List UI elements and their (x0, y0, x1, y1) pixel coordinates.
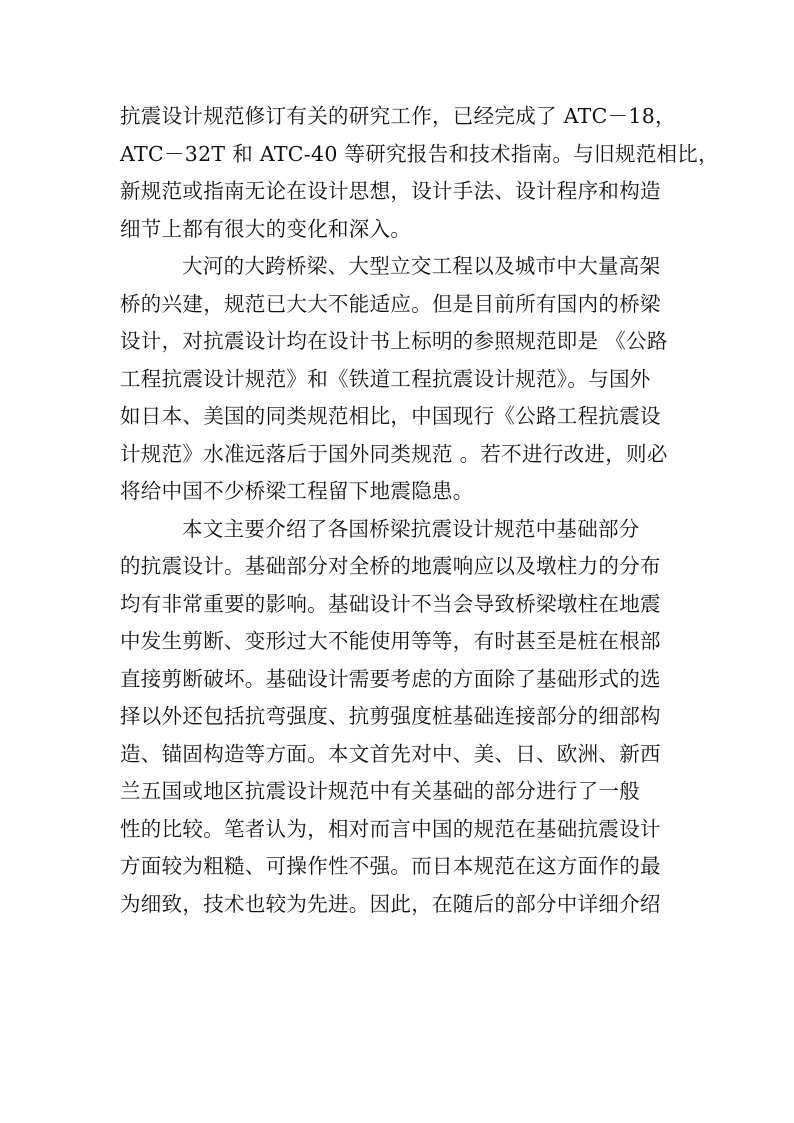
text-line: 新规范或指南无论在设计思想，设计手法、设计程序和构造 (120, 179, 661, 203)
paragraph-first-line: 大河的大跨桥梁、大型立交工程以及城市中大量高架 (182, 254, 661, 278)
text-line: 均有非常重要的影响。基础设计不当会导致桥梁墩柱在地震 (120, 591, 661, 616)
text-line: 抗震设计规范修订有关的研究工作，已经完成了 ATC－18， (120, 104, 676, 128)
text-line: 桥的兴建，规范已大大不能适应。但是目前所有国内的桥梁 (120, 291, 661, 316)
text-line: 中发生剪断、变形过大不能使用等等，有时甚至是桩在根部 (120, 629, 661, 653)
text-line: 工程抗震设计规范》和《铁道工程抗震设计规范》。与国外 (120, 366, 651, 391)
text-line: 直接剪断破坏。基础设计需要考虑的方面除了基础形式的选 (120, 666, 661, 691)
text-line: 将给中国不少桥梁工程留下地震隐患。 (120, 479, 474, 503)
text-line: 细节上都有很大的变化和深入。 (120, 216, 412, 241)
text-line: 的抗震设计。基础部分对全桥的地震响应以及墩柱力的分布 (120, 554, 661, 578)
text-line: ATC－32T 和 ATC-40 等研究报告和技术指南。与旧规范相比， (120, 141, 719, 166)
text-line: 造、锚固构造等方面。本文首先对中、美、日、欧洲、新西 (120, 741, 661, 766)
text-line: 计规范》水准远落后于国外同类规范 。若不进行改进，则必 (120, 441, 668, 466)
text-line: 择以外还包括抗弯强度、抗剪强度桩基础连接部分的细部构 (120, 704, 661, 728)
text-line: 设计，对抗震设计均在设计书上标明的参照规范即是 《公路 (120, 329, 668, 353)
text-line: 方面较为粗糙、可操作性不强。而日本规范在这方面作的最 (120, 854, 661, 878)
text-line: 如日本、美国的同类规范相比，中国现行《公路工程抗震设 (120, 404, 661, 428)
paragraph-first-line: 本文主要介绍了各国桥梁抗震设计规范中基础部分 (182, 516, 640, 541)
text-line: 兰五国或地区抗震设计规范中有关基础的部分进行了一般 (120, 779, 640, 803)
text-line: 性的比较。笔者认为，相对而言中国的规范在基础抗震设计 (120, 816, 661, 841)
body-text (120, 98, 719, 923)
text-line: 为细致，技术也较为先进。因此，在随后的部分中详细介绍 (120, 891, 661, 916)
